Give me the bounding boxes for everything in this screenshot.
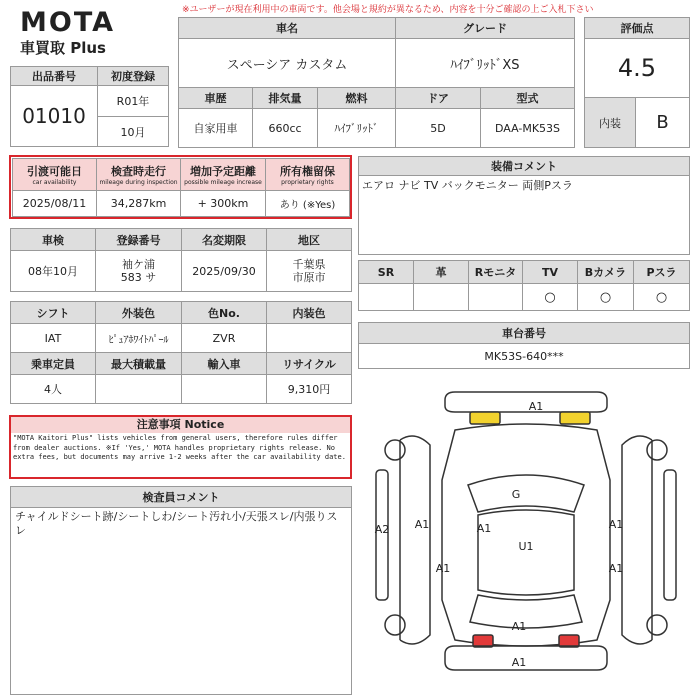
inspection-date: 08年10月: [10, 250, 96, 292]
capacity: 4人: [10, 374, 96, 404]
front-bumper-outline: [445, 392, 607, 412]
displacement: 660cc: [252, 108, 318, 148]
mark-windshield: G: [511, 488, 521, 501]
option-bcamera-label: Bカメラ: [577, 260, 634, 284]
option-sr: [358, 283, 414, 311]
body-outline: [442, 424, 610, 646]
car-name: スペーシア カスタム: [178, 38, 396, 88]
availability-h3: 増加予定距離 possible mileage increase: [180, 158, 266, 191]
rear-light-left: [473, 635, 493, 647]
mota-logo: [20, 8, 140, 64]
left-side-outline: [400, 436, 430, 644]
grade: ﾊｲﾌﾞﾘｯﾄﾞXS: [395, 38, 575, 88]
mark-hood: A1: [476, 522, 492, 535]
left-rear-wheel: [385, 615, 405, 635]
car-name-label: 車名: [178, 17, 396, 39]
history-label: 車歴: [178, 87, 253, 109]
first-reg-label: 初度登録: [97, 66, 169, 86]
front-light-left: [470, 412, 500, 424]
interior-label: 内装: [584, 97, 636, 148]
inspection-label: 車検: [10, 228, 96, 251]
color-no: ZVR: [181, 323, 267, 353]
shift: IAT: [10, 323, 96, 353]
mark-roof: U1: [518, 540, 534, 553]
car-condition-diagram: [360, 390, 692, 696]
option-leather: [413, 283, 469, 311]
capacity-label: 乗車定員: [10, 352, 96, 375]
inspection-mileage: 34,287km: [96, 190, 181, 217]
equipment-comment-box: [358, 175, 690, 255]
mark-left-rear: A1: [435, 562, 451, 575]
chassis-number: MK53S-640***: [358, 343, 690, 369]
rear-light-right: [559, 635, 579, 647]
first-reg-year: R01年: [97, 85, 169, 117]
option-pslide-label: Pスラ: [633, 260, 690, 284]
right-rear-wheel: [647, 615, 667, 635]
interior-color: [266, 323, 352, 353]
mark-left-side: A2: [374, 523, 390, 536]
option-pslide: ○: [633, 283, 690, 311]
option-tv: ○: [522, 283, 578, 311]
color-no-label: 色No.: [181, 301, 267, 324]
availability-h1: 引渡可能日 car availability: [12, 158, 97, 191]
model: DAA-MK53S: [480, 108, 575, 148]
max-load-label: 最大積載量: [95, 352, 182, 375]
import-label: 輸入車: [181, 352, 267, 375]
inspector-comment-box: [10, 507, 352, 695]
mileage-increase: + 300km: [180, 190, 266, 217]
inspector-comment: チャイルドシート跡/シートしわ/シート汚れ小/天張スレ/内張りスレ: [15, 510, 338, 537]
equipment-comment: エアロ ナビ TV バックモニター 両側Pスラ: [362, 179, 573, 192]
interior-color-label: 内装色: [266, 301, 352, 324]
left-front-wheel: [385, 440, 405, 460]
right-front-wheel: [647, 440, 667, 460]
lot-number: 01010: [10, 85, 98, 147]
logo-sub: 車買取 Plus: [20, 39, 106, 57]
option-rmonitor: [468, 283, 523, 311]
model-label: 型式: [480, 87, 575, 109]
option-bcamera: ○: [577, 283, 634, 311]
grade-label: グレード: [395, 17, 575, 39]
rating-label: 評価点: [584, 17, 690, 39]
history: 自家用車: [178, 108, 253, 148]
displacement-label: 排気量: [252, 87, 318, 109]
first-reg-month: 10月: [97, 116, 169, 147]
notice-text: "MOTA Kaitori Plus" lists vehicles from general users, therefore rules differ from dealer auctions. ※If 'Yes,' MOTA handles proprietary rights release. No extra fees, but documents may arrive 1-2 weeks after the car availability date.: [13, 434, 346, 461]
fuel: ﾊｲﾌﾞﾘｯﾄﾞ: [317, 108, 396, 148]
doors: 5D: [395, 108, 481, 148]
mark-rear-end: A1: [511, 656, 527, 669]
district-label: 地区: [266, 228, 352, 251]
rating-score: 4.5: [584, 38, 690, 98]
inspector-title: 検査員コメント: [10, 486, 352, 508]
fuel-label: 燃料: [317, 87, 396, 109]
option-leather-label: 革: [413, 260, 469, 284]
doors-label: ドア: [395, 87, 481, 109]
recycle-label: リサイクル: [266, 352, 352, 375]
mark-front-bumper: A1: [528, 400, 544, 413]
interior-grade: B: [635, 97, 690, 148]
notice-title: 注意事項 Notice: [11, 417, 350, 433]
mark-right-rear: A1: [608, 562, 624, 575]
name-change-label: 名変期限: [181, 228, 267, 251]
mark-rear-bumper: A1: [511, 620, 527, 633]
import: [181, 374, 267, 404]
equipment-title: 装備コメント: [358, 156, 690, 176]
proprietary-rights: あり (※Yes): [265, 190, 350, 217]
availability-h2: 検査時走行 mileage during inspection: [96, 158, 181, 191]
exterior-color-label: 外装色: [95, 301, 182, 324]
right-side-outline: [622, 436, 652, 644]
mark-right-front: A1: [608, 518, 624, 531]
windshield: [468, 475, 584, 512]
option-sr-label: SR: [358, 260, 414, 284]
shift-label: シフト: [10, 301, 96, 324]
availability-h4: 所有権留保 proprietary rights: [265, 158, 350, 191]
chassis-title: 車台番号: [358, 322, 690, 344]
mark-left-front: A1: [414, 518, 430, 531]
recycle-fee: 9,310円: [266, 374, 352, 404]
option-tv-label: TV: [522, 260, 578, 284]
right-step: [664, 470, 676, 600]
availability-date: 2025/08/11: [12, 190, 97, 217]
front-light-right: [560, 412, 590, 424]
top-notice: ※ユーザーが現在利用中の車両です。他会場と規約が異なるため、内容を十分ご確認の上ご入札下さい: [182, 5, 594, 15]
district: 千葉県 市原市: [266, 250, 352, 292]
lot-label: 出品番号: [10, 66, 98, 86]
plate-label: 登録番号: [95, 228, 182, 251]
max-load: [95, 374, 182, 404]
name-change-deadline: 2025/09/30: [181, 250, 267, 292]
exterior-color: ﾋﾟｭｱﾎﾜｲﾄﾊﾟｰﾙ: [95, 323, 182, 353]
option-rmonitor-label: Rモニタ: [468, 260, 523, 284]
plate-number: 袖ケ浦 583 サ: [95, 250, 182, 292]
logo-main: MOTA: [20, 7, 116, 38]
